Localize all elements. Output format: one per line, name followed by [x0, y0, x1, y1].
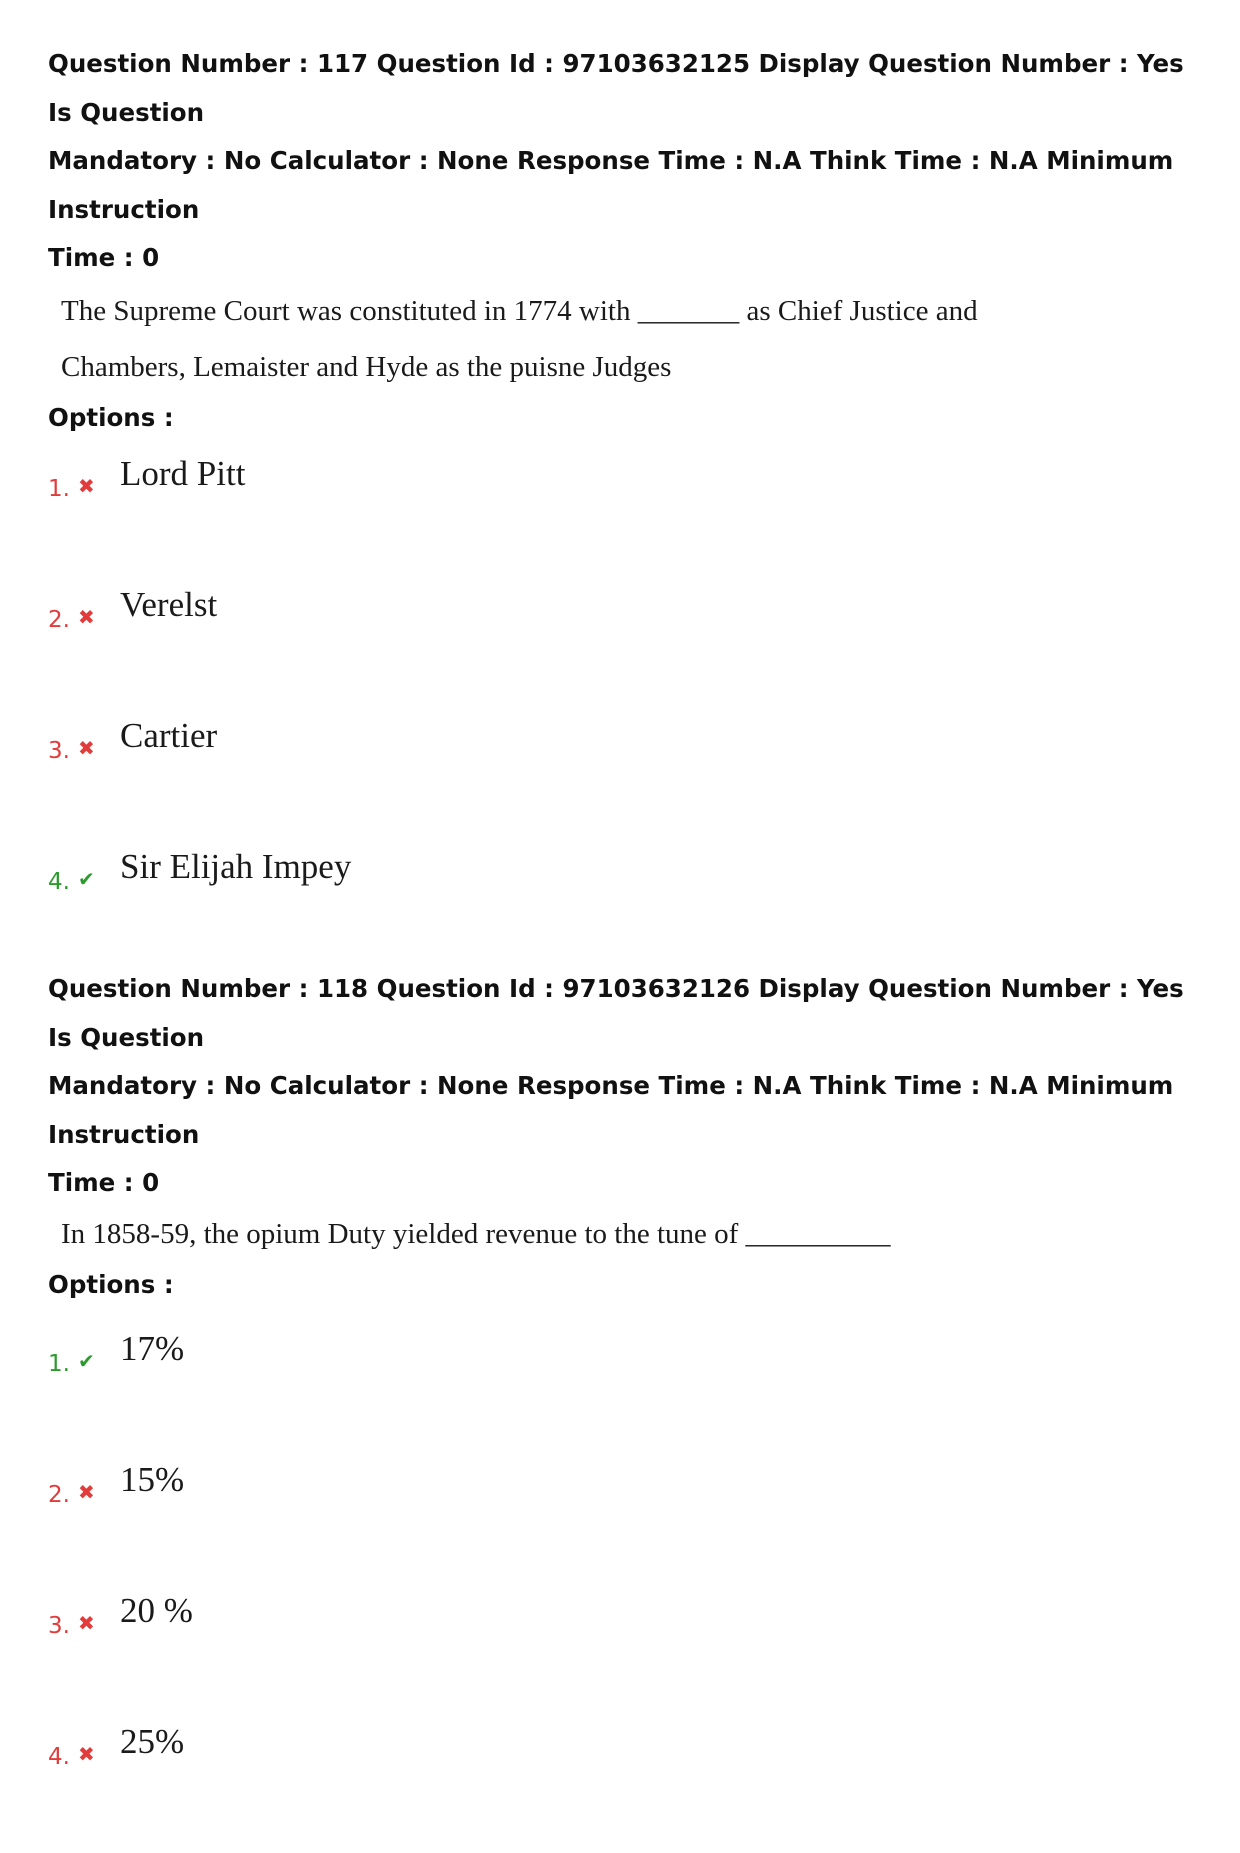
check-icon: ✔ [78, 1348, 95, 1373]
option-item [48, 716, 1208, 847]
option-number: 3. [48, 737, 70, 764]
option-text: 25% [120, 1721, 185, 1761]
option-item [48, 1460, 1208, 1591]
options-list [48, 1329, 1208, 1853]
question-text-line: Chambers, Lemaister and Hyde as the puisne Judges [61, 350, 672, 383]
cross-icon: ✖ [78, 1479, 95, 1504]
cross-icon: ✖ [78, 473, 95, 498]
option-item [48, 847, 1208, 978]
option-text: 20 % [120, 1590, 193, 1630]
options-list [48, 454, 1208, 978]
question-meta-line: Mandatory : No Calculator : None Response Time : N.A Think Time : N.A Minimum Instruction [48, 146, 1174, 224]
cross-icon: ✖ [78, 1741, 95, 1766]
question-meta-line: Time : 0 [48, 243, 160, 272]
options-label: Options : [48, 402, 174, 432]
question-meta-line: Question Number : 118 Question Id : 97103632126 Display Question Number : Yes Is Question [48, 974, 1184, 1052]
question-meta [48, 965, 1208, 1208]
options-label: Options : [48, 1269, 174, 1299]
option-item [48, 454, 1208, 585]
option-number: 2. [48, 606, 70, 633]
question-block-117 [48, 40, 1208, 978]
question-meta-line: Question Number : 117 Question Id : 97103632125 Display Question Number : Yes Is Question [48, 49, 1184, 127]
option-number: 2. [48, 1481, 70, 1508]
option-number: 4. [48, 1743, 70, 1770]
question-text-line: The Supreme Court was constituted in 1774 with _______ as Chief Justice and [61, 294, 978, 327]
option-text: Lord Pitt [120, 453, 246, 493]
check-icon: ✔ [78, 866, 95, 891]
option-text: 17% [120, 1328, 185, 1368]
cross-icon: ✖ [78, 1610, 95, 1635]
cross-icon: ✖ [78, 604, 95, 629]
question-meta-line: Mandatory : No Calculator : None Response Time : N.A Think Time : N.A Minimum Instruction [48, 1071, 1174, 1149]
question-text [61, 283, 1208, 395]
option-number: 1. [48, 1350, 70, 1377]
option-item [48, 1591, 1208, 1722]
option-item [48, 1722, 1208, 1853]
option-number: 4. [48, 868, 70, 895]
option-item [48, 585, 1208, 716]
question-text-line: In 1858-59, the opium Duty yielded revenue to the tune of __________ [61, 1217, 891, 1250]
option-text: Sir Elijah Impey [120, 846, 352, 886]
option-item [48, 1329, 1208, 1460]
question-meta-line: Time : 0 [48, 1168, 160, 1197]
question-block-118 [48, 965, 1208, 1853]
option-number: 1. [48, 475, 70, 502]
option-number: 3. [48, 1612, 70, 1639]
option-text: Cartier [120, 715, 218, 755]
option-text: 15% [120, 1459, 185, 1499]
question-text [61, 1206, 1208, 1262]
question-meta [48, 40, 1208, 283]
option-text: Verelst [120, 584, 218, 624]
cross-icon: ✖ [78, 735, 95, 760]
